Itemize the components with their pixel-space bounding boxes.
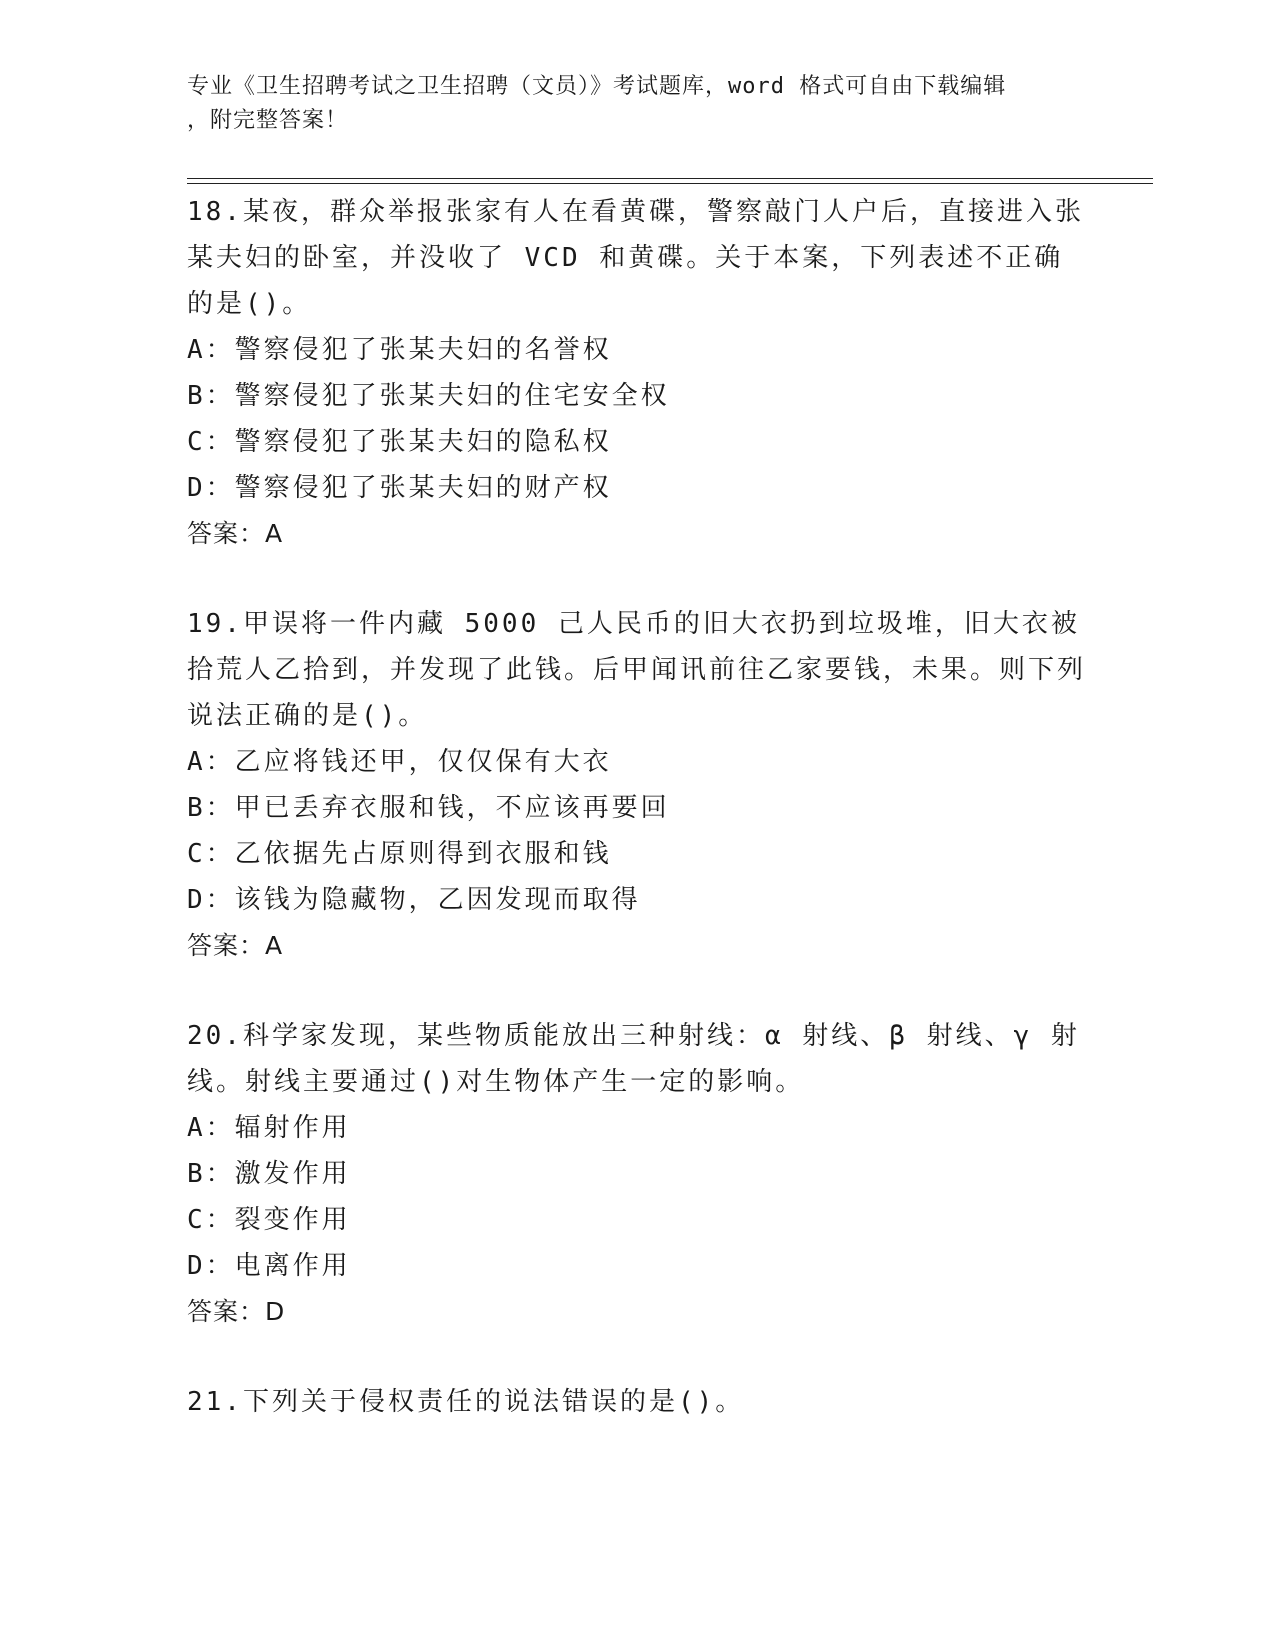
header-rule-bottom <box>187 183 1153 184</box>
answer: 答案：D <box>187 1297 286 1326</box>
option-b: B：激发作用 <box>187 1159 351 1189</box>
question-stem: 18.某夜，群众举报张家有人在看黄碟，警察敲门人户后，直接进入张某夫妇的卧室，并没收了 VCD 和黄碟。关于本案，下列表述不正确的是()。 <box>187 197 1084 319</box>
header-line-1: 专业《卫生招聘考试之卫生招聘（文员）》考试题库，word 格式可自由下载编辑 <box>187 74 1007 99</box>
option-a: A：辐射作用 <box>187 1113 351 1143</box>
question-21 <box>187 1379 1087 1425</box>
question-18 <box>187 189 1087 557</box>
option-b: B：警察侵犯了张某夫妇的住宅安全权 <box>187 381 670 411</box>
option-c: C：裂变作用 <box>187 1205 351 1235</box>
option-d: D：警察侵犯了张某夫妇的财产权 <box>187 473 612 503</box>
header-rule-top <box>187 178 1153 179</box>
option-c: C：乙依据先占原则得到衣服和钱 <box>187 839 612 869</box>
document-header <box>187 70 1067 138</box>
option-a: A：警察侵犯了张某夫妇的名誉权 <box>187 335 612 365</box>
question-stem: 19.甲误将一件内藏 5000 己人民币的旧大衣扔到垃圾堆，旧大衣被拾荒人乙拾到，并发现了此钱。后甲闻讯前往乙家要钱，未果。则下列说法正确的是()。 <box>187 609 1087 731</box>
question-list <box>187 189 1087 1469</box>
question-stem: 20.科学家发现，某些物质能放出三种射线：α 射线、β 射线、γ 射线。射线主要通过()对生物体产生一定的影响。 <box>187 1021 1080 1097</box>
option-d: D：电离作用 <box>187 1251 351 1281</box>
question-19 <box>187 601 1087 969</box>
option-a: A：乙应将钱还甲，仅仅保有大衣 <box>187 747 612 777</box>
option-c: C：警察侵犯了张某夫妇的隐私权 <box>187 427 612 457</box>
answer: 答案：A <box>187 519 284 548</box>
header-line-2: ，附完整答案！ <box>187 108 349 133</box>
question-20 <box>187 1013 1087 1335</box>
question-stem: 21.下列关于侵权责任的说法错误的是()。 <box>187 1387 745 1417</box>
answer: 答案：A <box>187 931 284 960</box>
option-b: B：甲已丢弃衣服和钱，不应该再要回 <box>187 793 670 823</box>
option-d: D：该钱为隐藏物，乙因发现而取得 <box>187 885 641 915</box>
